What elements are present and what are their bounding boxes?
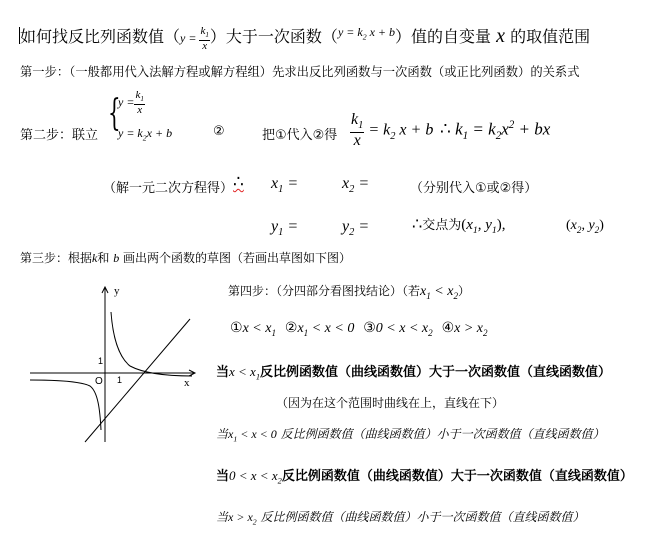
quadratic-eq: = k [468,119,496,139]
system-line1-lhs: y = [118,94,135,109]
x2-var: x [342,175,350,192]
title-linear-sub: 2 [362,32,367,42]
y2-eq: = [354,218,370,235]
eq-rhs: = k [368,121,391,139]
solve-therefore [233,172,244,192]
graph-y-tick-label: 1 [98,356,104,366]
graph-y-label: y [114,285,120,297]
x1-sub: 1 [278,184,284,196]
step4-prefix: 第四步：（分四部分看图找结论）（若 [228,284,421,298]
point1-close: ), [496,217,506,233]
hyperbola-branch-q3 [30,380,101,430]
y2-var: y [342,218,350,235]
result4-text: 反比例函数值（曲线函数值）小于一次函数值（直线函数值） [260,510,585,524]
case1-marker: ① [230,320,243,336]
graph-origin-label: O [95,376,103,387]
graph-x-tick-label: 1 [117,375,123,385]
title-inverse-den: x [202,39,208,52]
quadratic-equation [440,119,550,142]
result3-sub: 2 [277,475,282,486]
title-inverse-num-sub: 1 [205,31,209,40]
case4-sub: 2 [483,327,488,338]
quadratic-k1: k [455,119,463,139]
step4-lt: < [430,284,448,299]
title-inverse-fn [180,25,210,52]
step3-suffix: 画出两个函数的草图（若画出草图如下图） [123,251,352,265]
title-middle: ）大于一次函数（ [209,27,338,46]
case2-condition: < x < 0 [308,321,355,336]
y1-value [271,218,298,238]
system-line2-sub: 2 [142,133,147,143]
step3-and: 和 [97,251,110,265]
result4-sub: 2 [252,517,257,527]
title-linear-fn [337,25,396,42]
step4-text [228,282,470,301]
point1-y-sub: 1 [491,225,497,236]
point1-open: ( [461,217,467,233]
point2-x: x [570,218,577,233]
result2-when: 当 [216,427,229,441]
point2-x-sub: 2 [576,224,582,235]
x2-value [342,175,369,195]
page-title [20,24,590,52]
eq-num: k [351,111,359,128]
substitute-back-text: （分别代入①或②得） [410,181,538,196]
step3-prefix: 第三步：根据 [20,251,93,265]
point1-comma: , [477,217,486,233]
point1-x: x [466,217,473,233]
substitute-text-content: 把①代入②得 [262,128,338,143]
intersection-therefore: ∴ [412,214,423,233]
result2-x1: x [228,427,234,441]
point1-y: y [485,217,492,233]
y1-var: y [271,218,279,235]
step3-b: b [113,251,120,265]
result3-condition: 0 < x < x [229,468,278,483]
graph-x-label: x [184,377,190,389]
system-line2-rest: x + b [146,126,173,140]
eq-rhs-rest: x + b [399,121,434,139]
step2-label: 第二步：联立 [20,128,99,143]
result4 [216,508,585,526]
y1-sub: 1 [278,227,284,239]
quadratic-k2-sub: 2 [495,130,502,143]
y1-eq: = [283,218,299,235]
step4-x1-sub: 1 [426,290,431,301]
equation-2-marker: ② [213,124,225,139]
result1-condition: x < x [229,364,256,379]
title-inverse-num: k [200,25,206,38]
step4-x1: x [420,284,427,299]
intersection-text [412,214,506,236]
substitute-text [262,124,337,143]
sketch-graph [20,282,205,447]
result1 [216,361,611,382]
solve-therefore-symbol: ∴ [233,172,244,192]
result3-when: 当 [216,469,230,484]
therefore-symbol: ∴ [440,119,451,139]
step4-close: ） [458,284,471,298]
eq-den: x [353,132,361,150]
result2-condition: < x < 0 [237,427,277,441]
step3-text [20,249,351,266]
system-line2 [118,126,172,142]
quadratic-rest: + bx [514,119,551,139]
y2-value [342,218,369,238]
result4-condition: x > x [228,510,253,524]
system-num-sub: 1 [140,95,144,104]
step4-x2: x [447,284,454,299]
result4-when: 当 [216,510,229,524]
case1-sub: 1 [271,327,276,338]
result1-when: 当 [216,365,230,380]
step4-x2-sub: 2 [453,290,458,301]
title-linear-fn-lhs: y = k [337,25,363,39]
case2-x1: x [297,321,304,336]
y2-sub: 2 [349,227,355,239]
quadratic-x: x [501,119,509,139]
x1-var: x [271,175,279,192]
x2-eq: = [354,175,370,192]
x1-value [271,175,298,195]
quadratic-k1-sub: 1 [462,130,469,143]
case-list [230,320,488,338]
case2-marker: ② [284,320,298,336]
solve-text: （解一元二次方程得） [103,181,234,196]
case4-marker: ④ [441,320,455,336]
substituted-equation [350,112,433,150]
case3-condition: 0 < x < x [375,321,429,336]
result2 [216,425,605,443]
point2-y-sub: 2 [594,224,600,235]
result2-text: 反比例函数值（曲线函数值）小于一次函数值（直线函数值） [280,427,605,441]
intersection-label: 交点为 [422,218,462,233]
eq-num-sub: 1 [358,120,364,132]
eq-rhs-sub: 2 [390,130,396,142]
title-inverse-fn-lhs: y = [180,31,197,45]
point2 [566,218,604,235]
result2-sub: 1 [233,434,238,444]
system-line2-lhs: y = k [118,126,143,140]
step1-text: 第一步：（一般都用代入法解方程或解方程组）先求出反比列函数与一次函数（或正比列函数）的关系式 [20,65,580,79]
point2-comma: , [581,218,589,233]
point2-close: ) [599,218,604,233]
title-variable: x [496,25,506,47]
title-suffix: ）值的自变量 [395,27,492,46]
title-linear-rest: x + b [369,25,396,39]
case3-marker: ③ [363,320,376,336]
step3-k: k [92,251,98,265]
result3-text: 反比例函数值（曲线函数值）大于一次函数值（直线函数值） [281,469,633,484]
title-end: 的取值范围 [510,27,591,46]
quadratic-x-sup: 2 [508,119,515,131]
case3-sub: 2 [428,327,433,338]
result1-sub: 1 [255,371,261,382]
case1-condition: x < x [242,321,272,336]
case2-sub: 1 [303,327,309,338]
point2-y: y [588,218,595,233]
point2-open: ( [566,218,571,233]
result3 [216,465,633,486]
system-num: k [135,89,141,101]
result1-text: 反比例函数值（曲线函数值）大于一次函数值（直线函数值） [260,365,612,380]
system-den: x [137,103,143,116]
system-brace: { [108,93,121,134]
case4-condition: x > x [454,321,484,336]
hyperbola-branch-q1 [111,312,192,376]
explanation-note: （因为在这个范围时曲线在上，直线在下） [276,396,505,410]
x2-sub: 2 [349,184,355,196]
title-prefix: 如何找反比列函数值（ [20,27,181,46]
system-line1 [118,90,145,116]
point1-x-sub: 1 [472,225,478,236]
x1-eq: = [283,175,299,192]
